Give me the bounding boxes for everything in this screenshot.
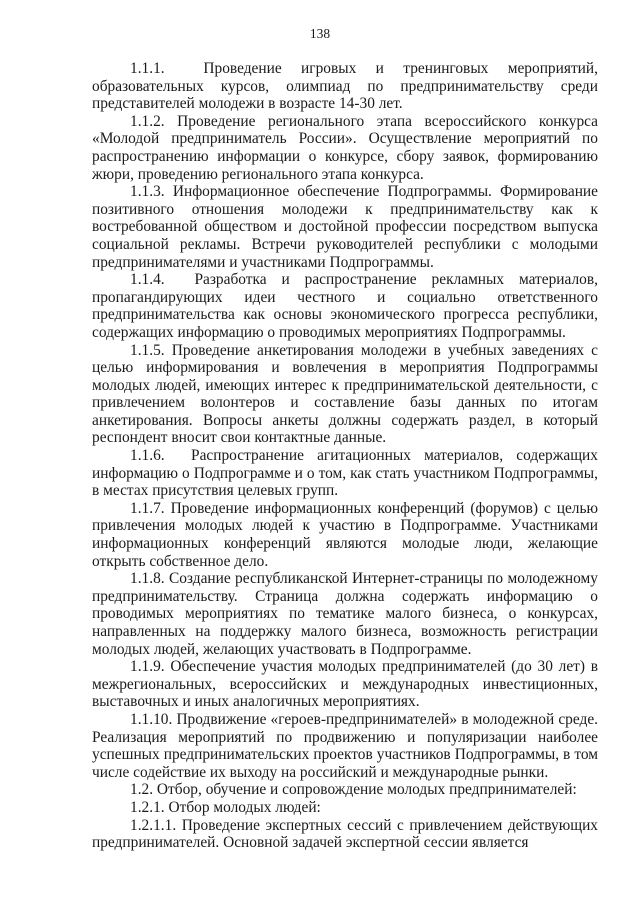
paragraph-1-1-1: 1.1.1. Проведение игровых и тренинговых мероприятий, образовательных курсов, олимпиад по предпринимательству среди представителей молодежи в возрасте 14-30 лет. bbox=[92, 60, 598, 113]
paragraph-1-2: 1.2. Отбор, обучение и сопровождение молодых предпринимателей: bbox=[130, 781, 577, 799]
paragraph-1-2-1-1: 1.2.1.1. Проведение экспертных сессий с привлечением действующих предпринимателей. Основной задачей экспертной сессии является bbox=[92, 816, 598, 852]
page-number: 138 bbox=[309, 26, 331, 41]
document-body bbox=[92, 60, 598, 852]
paragraph-1-2-1: 1.2.1. Отбор молодых людей: bbox=[130, 798, 321, 816]
paragraph-1-1-2: 1.1.2. Проведение регионального этапа всероссийского конкурса «Молодой предприниматель России». Осуществление мероприятий по распространению информации о конкурсе, сбору заявок, формированию жюри, проведению регионального этапа конкурса. bbox=[92, 112, 598, 183]
paragraph-1-1-4: 1.1.4. Разработка и распространение рекламных материалов, пропагандирующих идеи честного и социально ответственного предпринимательства как основы экономического прогресса республики, содержащих информацию о проводимых мероприятиях Подпрограммы. bbox=[92, 271, 598, 341]
paragraph-1-1-8: 1.1.8. Создание республиканской Интернет-страницы по молодежному предпринимательству. Страница должна содержать информацию о проводимых мероприятиях по тематике малого бизнеса, о конкурсах, направленных на поддержку малого бизнеса, возможность регистрации молодых людей, желающих участвовать в Подпрограмме. bbox=[92, 570, 598, 658]
paragraph-1-1-5: 1.1.5. Проведение анкетирования молодежи в учебных заведениях с целью информирования и вовлечения в мероприятия Подпрограммы молодых людей, имеющих интерес к предпринимательской деятельности, с привлечением волонтеров и составление базы данных по итогам анкетирования. Вопросы анкеты должны содержать раздел, в который респондент вносит свои контактные данные. bbox=[92, 341, 598, 447]
paragraph-1-1-7: 1.1.7. Проведение информационных конференций (форумов) с целью привлечения молодых людей к участию в Подпрограмме. Участниками информационных конференций являются молодые люди, желающие открыть собственное дело. bbox=[92, 499, 598, 570]
paragraph-1-1-10: 1.1.10. Продвижение «героев-предпринимателей» в молодежной среде. Реализация мероприятий по продвижению и популяризации наиболее успешных предпринимательских проектов участников Подпрограммы, в том числе содействие их выходу на российский и международные рынки. bbox=[92, 710, 598, 781]
paragraph-1-1-3: 1.1.3. Информационное обеспечение Подпрограммы. Формирование позитивного отношения молодежи к предпринимательству как к востребованной обществом и достойной профессии посредством выпуска социальной рекламы. Встречи руководителей республики с молодыми предпринимателями и участниками Подпрограммы. bbox=[92, 183, 598, 271]
paragraph-1-1-9: 1.1.9. Обеспечение участия молодых предпринимателей (до 30 лет) в межрегиональных, всероссийских и международных инвестиционных, выставочных и иных аналогичных мероприятиях. bbox=[92, 658, 598, 711]
paragraph-1-1-6: 1.1.6. Распространение агитационных материалов, содержащих информацию о Подпрограмме и о том, как стать участником Подпрограммы, в местах присутствия целевых групп. bbox=[92, 447, 598, 500]
